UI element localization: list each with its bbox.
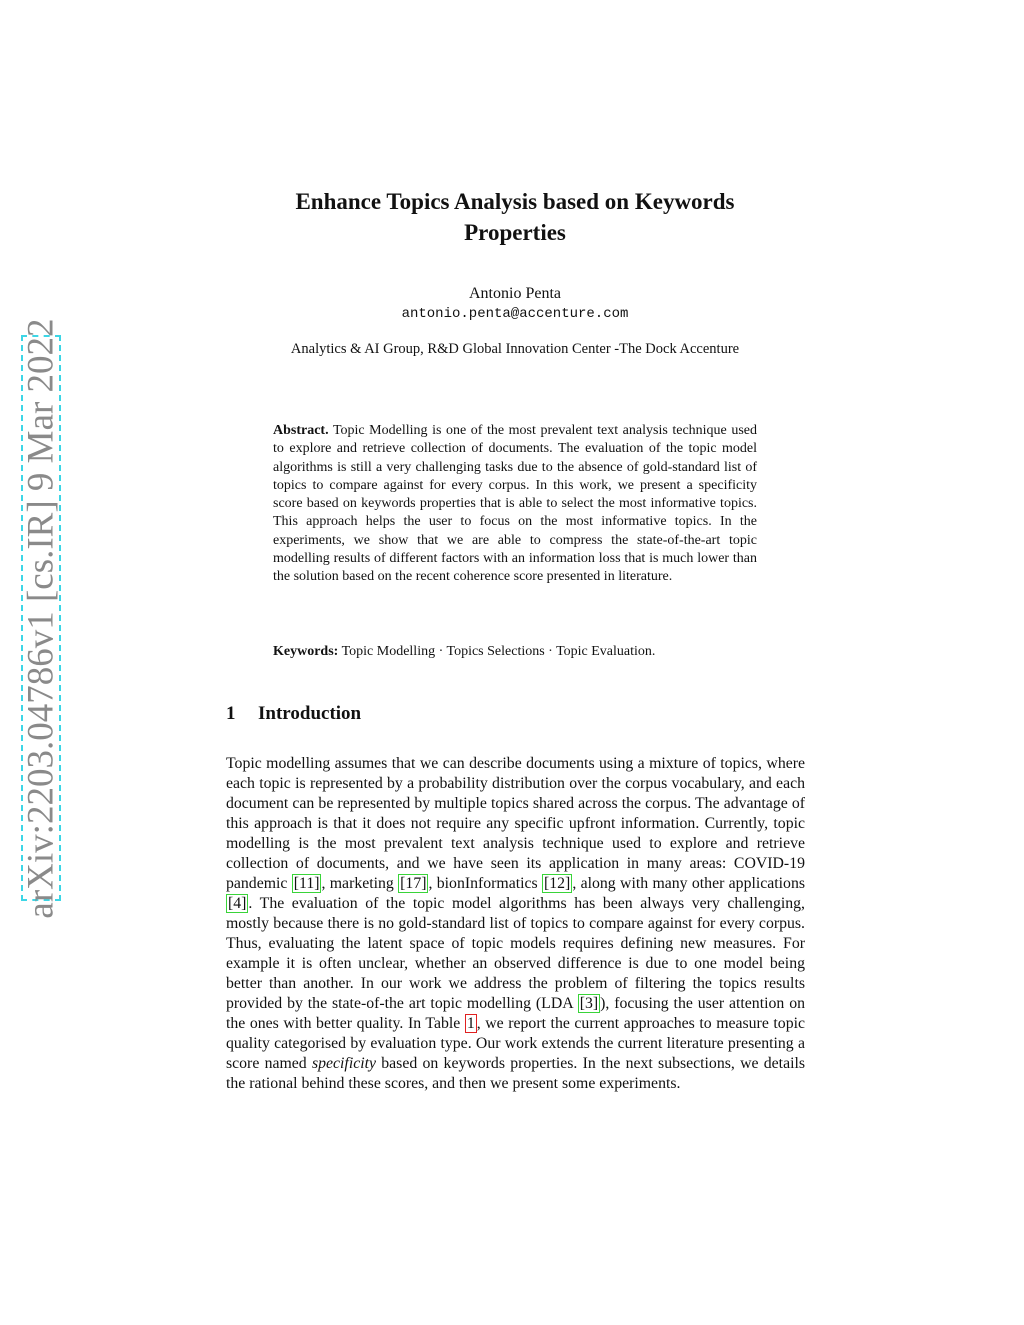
table-reference-link[interactable]: 1	[466, 1015, 475, 1032]
intro-text: . The evaluation of the topic model algorithms has been always very challenging, mostly because there is no gold-standard list of topics to compare against for every corpus. Thus, evaluating the latent space of topic models requires defining new measures. For example it is often unclear, whether an observed difference is due to one model being better than another. In our work we address the problem of filtering the topics results provided by the state-of-the art topic modelling (LDA	[226, 895, 805, 1012]
intro-text: , along with many other applications	[572, 875, 806, 892]
author-name: Antonio Penta	[469, 285, 561, 302]
intro-text: based on keywords properties. In the next subsections, we details the rational behind these scores, and then we present some experiments.	[226, 1055, 806, 1092]
abstract	[273, 422, 757, 587]
citation-link[interactable]: [17]	[400, 875, 427, 892]
title-line-1: Enhance Topics Analysis based on Keywords	[295, 189, 735, 214]
section-title: Introduction	[258, 703, 362, 724]
author-affiliation: Analytics & AI Group, R&D Global Innovation Center -The Dock Accenture	[290, 341, 740, 357]
citation-link[interactable]: [4]	[228, 895, 247, 912]
author-email[interactable]: antonio.penta@accenture.com	[401, 306, 629, 322]
paper-title	[200, 186, 830, 248]
arxiv-stamp	[20, 317, 62, 919]
abstract-text: Topic Modelling is one of the most prevalent text analysis technique used to explore and retrieve collection of documents. The evaluation of the topic model algorithms is still a very challenging tasks due to the absence of gold-standard list of topics to compare against for every corpus. In this work, we present a specificity score based on keywords properties that is able to select the most informative topics. This approach helps the user to focus on the most informative topics. In the experiments, we show that we are able to compress the state-of-the-art topic modelling results of different factors with an information loss that is much lower than the solution based on the recent coherence score presented in literature.	[273, 423, 757, 585]
intro-text: , we report the current approaches to measure topic quality categorised by evaluation type. Our work extends the current literature presenting a score named	[226, 1015, 805, 1072]
section-number: 1	[226, 703, 236, 724]
emphasized-term: specificity	[311, 1055, 377, 1072]
intro-text: , marketing	[321, 875, 399, 892]
citation-link[interactable]: [3]	[579, 995, 599, 1012]
citation-link[interactable]: [12]	[544, 875, 571, 892]
keywords-text: Topic Modelling · Topics Selections · Topic Evaluation.	[341, 644, 656, 659]
intro-text: ), focusing the user attention on the ones with better quality. In Table	[226, 995, 805, 1032]
intro-text: Topic modelling assumes that we can describe documents using a mixture of topics, where each topic is represented by a probability distribution over the corpus vocabulary, and each document can be represented by multiple topics shared across the corpus. The advantage of this approach is that it does not require any specific upfront information. Currently, topic modelling is the most prevalent text analysis technique used to explore and retrieve collection of documents, and we have seen its application in many areas: COVID-19 pandemic	[226, 755, 805, 892]
keywords-label: Keywords:	[273, 644, 339, 659]
keywords	[273, 644, 773, 660]
abstract-label: Abstract.	[273, 423, 329, 438]
title-line-2: Properties	[464, 220, 566, 245]
introduction-paragraph	[226, 754, 805, 1094]
intro-text: , bionInformatics	[428, 875, 542, 892]
citation-link[interactable]: [11]	[293, 875, 320, 892]
arxiv-identifier: arXiv:2203.04786v1 [cs.IR] 9 Mar 2022	[20, 317, 62, 919]
section-heading	[226, 703, 361, 725]
